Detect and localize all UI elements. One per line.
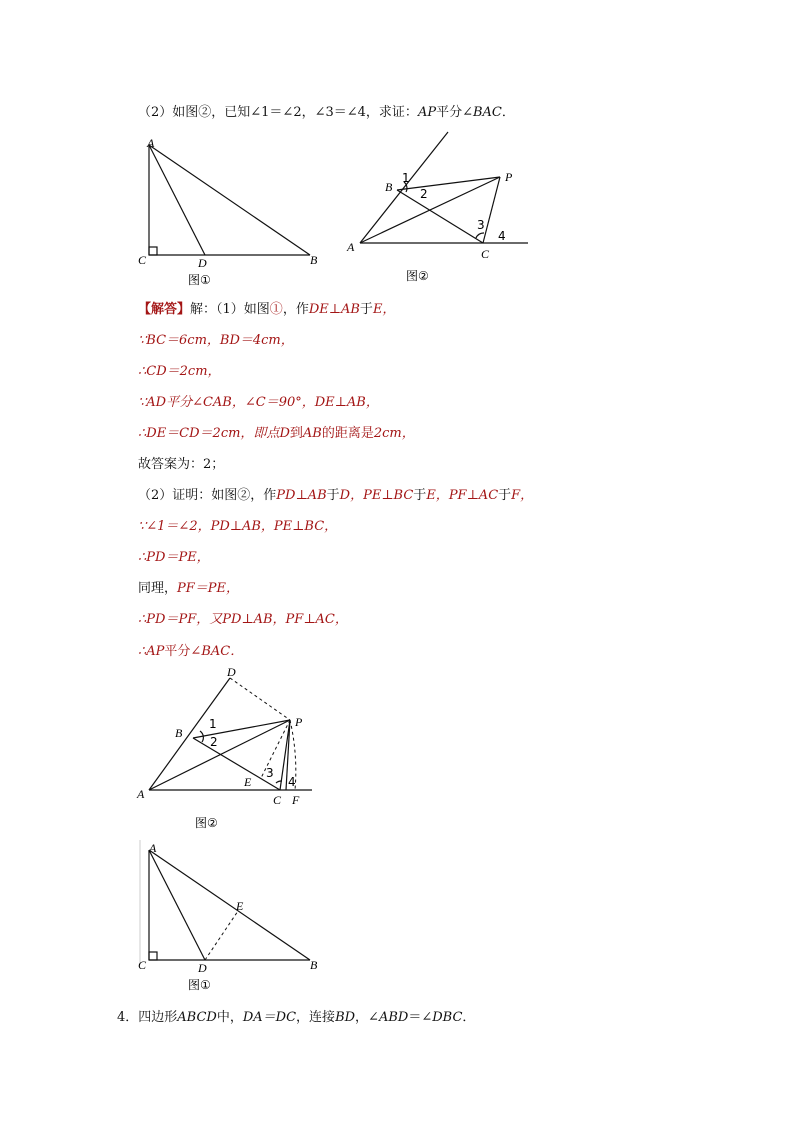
fig3-num-2: 2 xyxy=(210,735,218,749)
solution-line-9: ∴PD＝PE， xyxy=(138,550,210,565)
solution-line-7: （2）证明：如图②，作PD⊥AB于D，PE⊥BC于E，PF⊥AC于F， xyxy=(138,488,534,503)
fig3-num-4: 4 xyxy=(288,775,296,789)
fig2-caption: 图② xyxy=(406,269,429,283)
fig2-label-a: A xyxy=(347,240,355,254)
solution-line-6: 故答案为：2； xyxy=(138,457,225,472)
fig2-num-2: 2 xyxy=(420,187,428,201)
fig4-caption: 图① xyxy=(188,978,211,992)
fig3-label-p: P xyxy=(295,715,303,729)
solution-line-5: ∴DE＝CD＝2cm，即点D到AB的距离是2cm， xyxy=(138,426,415,441)
fig2-label-b: B xyxy=(385,180,393,194)
fig1-label-d: D xyxy=(198,256,207,270)
fig4-label-b: B xyxy=(310,958,318,972)
fig3-label-d: D xyxy=(227,665,236,679)
fig2-label-c: C xyxy=(481,247,490,261)
figure-1-top xyxy=(130,130,330,295)
fig4-label-a: A xyxy=(149,841,157,855)
fig4-label-e: E xyxy=(236,899,244,913)
solution-line-3: ∴CD＝2cm， xyxy=(138,364,221,379)
figure-1-solution xyxy=(130,838,330,998)
fig1-label-a: A xyxy=(147,136,155,150)
fig1-label-c: C xyxy=(138,253,147,267)
fig3-label-a: A xyxy=(137,787,145,801)
fig2-num-3: 3 xyxy=(477,218,485,232)
solution-line-1: 【解答】解：（1）如图①，作DE⊥AB于E， xyxy=(138,302,396,317)
figure-2-top xyxy=(340,125,540,290)
fig4-label-c: C xyxy=(138,958,147,972)
solution-line-4: ∵AD平分∠CAB，∠C＝90°，DE⊥AB， xyxy=(138,395,379,410)
fig3-caption: 图② xyxy=(195,816,218,830)
problem-4: 4．四边形ABCD中，DA＝DC，连接BD，∠ABD＝∠DBC． xyxy=(117,1010,476,1025)
fig2-label-p: P xyxy=(505,170,513,184)
fig1-label-b: B xyxy=(310,253,318,267)
solution-line-12: ∴AP平分∠BAC． xyxy=(138,644,244,659)
solution-line-2: ∵BC＝6cm，BD＝4cm， xyxy=(138,333,294,348)
solution-line-11: ∴PD＝PF，又PD⊥AB，PF⊥AC， xyxy=(138,612,348,627)
solution-line-10: 同理，PF＝PE， xyxy=(138,581,240,596)
solution-line-8: ∵∠1＝∠2，PD⊥AB，PE⊥BC， xyxy=(138,519,338,534)
fig4-label-d: D xyxy=(198,961,207,975)
problem-part2: （2）如图②，已知∠1＝∠2，∠3＝∠4，求证：AP平分∠BAC． xyxy=(138,105,515,120)
fig3-label-b: B xyxy=(175,726,183,740)
fig3-num-1: 1 xyxy=(209,717,217,731)
fig3-label-e: E xyxy=(244,775,252,789)
fig3-num-3: 3 xyxy=(266,766,274,780)
fig3-label-c: C xyxy=(273,793,282,807)
fig2-num-1: 1 xyxy=(402,171,410,185)
fig1-caption: 图① xyxy=(188,273,211,287)
fig3-label-f: F xyxy=(292,793,300,807)
figure-2-solution xyxy=(130,665,330,840)
fig2-num-4: 4 xyxy=(498,229,506,243)
